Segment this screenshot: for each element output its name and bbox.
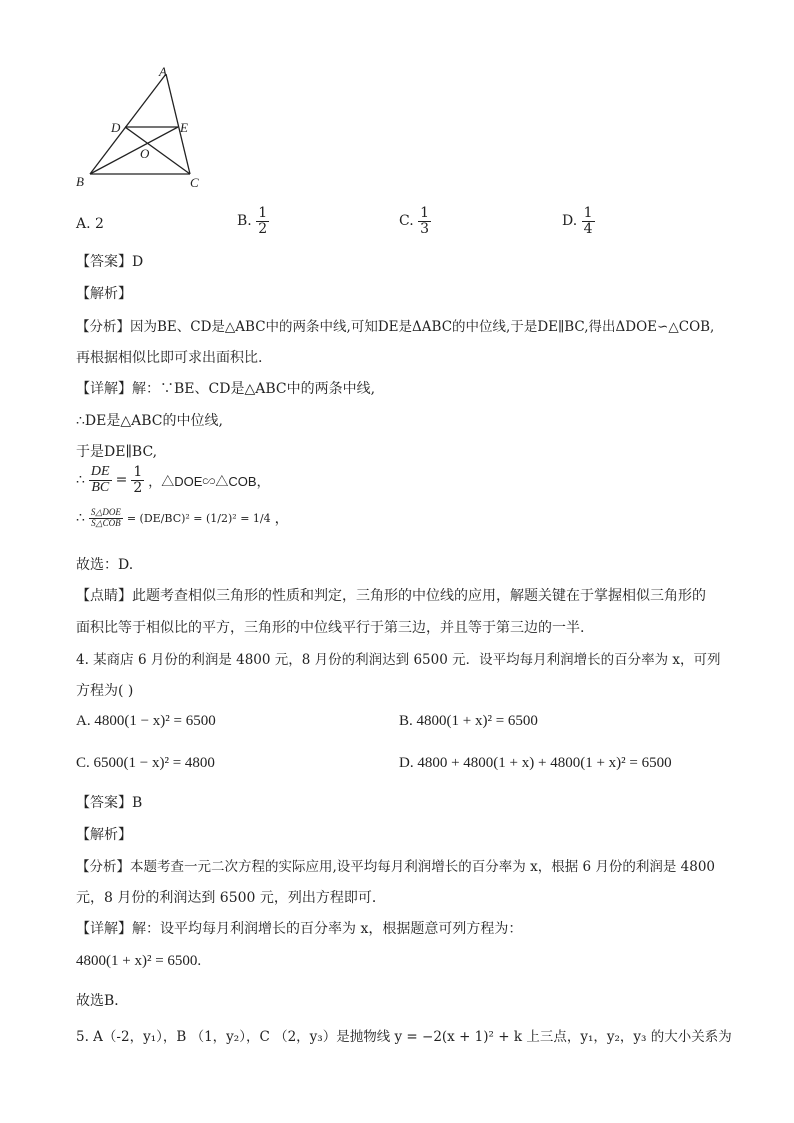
ratio-value-fraction <box>131 465 144 495</box>
q4-answer: 【答案】B <box>76 795 143 811</box>
q3-option-d <box>562 206 595 236</box>
q3-option-c-prefix: C. <box>399 213 414 230</box>
q4-option-d: D. 4800 + 4800(1 + x) + 4800(1 + x)² = 6500 <box>399 755 672 771</box>
q3-option-c-fraction <box>418 206 431 236</box>
area-suffix: ， <box>274 511 289 527</box>
frac-num: 1 <box>420 205 430 221</box>
label-o: O <box>140 146 150 161</box>
label-a: A <box>159 64 167 79</box>
frac-den: BC <box>91 479 110 495</box>
frac-den: 2 <box>133 479 143 496</box>
label-b: B <box>76 174 84 189</box>
q4-analysis-heading: 【解析】 <box>76 827 132 843</box>
frac-num: 1 <box>133 464 143 480</box>
frac-den: 2 <box>258 220 268 237</box>
q3-ratio-line <box>76 465 270 495</box>
frac-num: DE <box>90 464 110 479</box>
frac-den: S△COB <box>91 517 121 528</box>
q4-xiangjie: 【详解】解：设平均每月利润增长的百分率为 x，根据题意可列方程为： <box>76 921 523 937</box>
label-e: E <box>180 120 188 135</box>
q3-step-1: ∴DE是△ABC的中位线, <box>76 413 223 429</box>
q3-option-c <box>399 206 431 236</box>
frac-den: 3 <box>420 220 430 237</box>
q3-option-d-prefix: D. <box>562 213 578 230</box>
q3-step-2: 于是DE∥BC, <box>76 444 158 460</box>
q4-option-b: B. 4800(1 + x)² = 6500 <box>399 713 538 729</box>
label-d: D <box>111 120 121 135</box>
q4-stem-line-1: 4. 某商店 6 月份的利润是 4800 元，8 月份的利润达到 6500 元．设平均每月利润增长的百分率为 x，可列 <box>76 652 721 668</box>
q3-xiangjie: 【详解】解：∵BE、CD是△ABC中的两条中线, <box>76 381 376 397</box>
q3-option-b-fraction <box>256 206 269 236</box>
q4-fenxi-line-2: 元，8 月份的利润达到 6500 元，列出方程即可． <box>76 890 386 906</box>
q3-option-b-prefix: B. <box>237 213 252 230</box>
q4-option-c: C. 6500(1 − x)² = 4800 <box>76 755 215 771</box>
label-c: C <box>190 175 199 190</box>
therefore-symbol: ∴ <box>76 510 85 526</box>
q4-choose: 故选B． <box>76 993 129 1009</box>
frac-num: S△DOE <box>90 507 121 518</box>
area-rhs: = (DE/BC)² = (1/2)² = 1/4 <box>126 511 271 525</box>
q3-dianjing-line-2: 面积比等于相似比的平方，三角形的中位线平行于第三边，并且等于第三边的一半. <box>76 620 585 636</box>
q4-fenxi-line-1: 【分析】本题考查一元二次方程的实际应用,设平均每月利润增长的百分率为 x，根据 6 月份的利润是 4800 <box>76 859 716 875</box>
q3-fenxi-line-2: 再根据相似比即可求出面积比. <box>76 350 263 366</box>
q3-option-b <box>237 206 269 236</box>
frac-num: 1 <box>258 205 268 221</box>
q3-fenxi-line-1: 【分析】因为BE、CD是△ABC中的两条中线,可知DE是ΔABC的中位线,于是DE∥BC,得出ΔDOE∽△COB, <box>76 319 715 335</box>
q3-choose: 故选：D. <box>76 557 134 573</box>
frac-den: 4 <box>583 220 593 237</box>
ratio-fraction <box>89 465 112 495</box>
q5-stem: 5. A（-2，y₁），B （1，y₂），C （2，y₃）是抛物线 y = −2(x + 1)² + k 上三点，y₁，y₂，y₃ 的大小关系为 <box>76 1029 732 1045</box>
area-fraction <box>89 508 123 528</box>
q3-dianjing-line-1: 【点睛】此题考查相似三角形的性质和判定，三角形的中位线的应用，解题关键在于掌握相似三角形的 <box>76 588 706 604</box>
therefore-symbol: ∴ <box>76 472 85 489</box>
q4-stem-line-2: 方程为( ) <box>76 683 134 699</box>
frac-num: 1 <box>583 205 593 221</box>
q3-area-line <box>76 508 289 528</box>
equals-sign: = <box>115 472 128 489</box>
q4-equation: 4800(1 + x)² = 6500. <box>76 953 202 969</box>
q3-answer: 【答案】D <box>76 254 144 270</box>
q3-option-a: A. 2 <box>76 216 104 232</box>
q4-option-a: A. 4800(1 − x)² = 6500 <box>76 713 216 729</box>
q3-analysis-heading: 【解析】 <box>76 286 132 302</box>
q3-option-d-fraction <box>582 206 595 236</box>
ratio-suffix: ，△DOE∽△COB， <box>148 473 270 489</box>
